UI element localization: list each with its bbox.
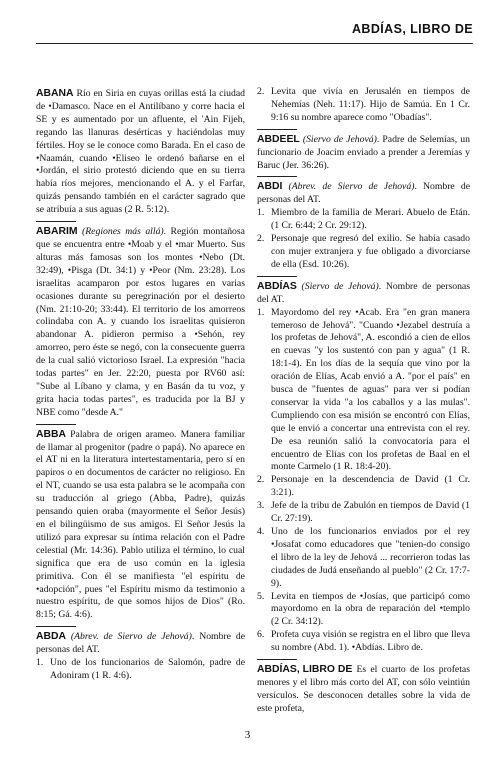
entry-abda-continued	[257, 86, 470, 125]
item-number: 1.	[257, 207, 265, 219]
entry-abdias	[257, 281, 470, 655]
entry-abdeel	[257, 134, 470, 173]
entry-head: ABANA	[36, 88, 74, 99]
entry-body: . Padre de Selemías, un funcionario de Joacim enviado a prender a Jeremías y Baruc (Jer. 36:26).	[257, 133, 470, 171]
entry-abarim	[36, 226, 245, 420]
list-item	[257, 629, 470, 655]
item-text: Profeta cuya visión se registra en el libro que lleva su nombre (Abd. 1). •Abdías. Libro de.	[271, 629, 470, 654]
entry-abana	[36, 88, 245, 217]
list-item	[257, 307, 470, 475]
item-text: Uno de los funcionarios enviados por el rey •Josafat como educadores que "tenien-do consigo el libro de la ley de Jehová ... recorrieron todas las ciudades de Judá enseñando al pueblo" (2 Cr. 17:7-9).	[271, 526, 470, 589]
page-number: 3	[244, 729, 251, 741]
item-text: Levita en tiempos de •Josías, que participó como mayordomo en la obra de reparación del •templo (2 Cr. 34:12).	[271, 590, 470, 628]
entry-head: ABBA	[36, 428, 67, 440]
entry-body: . Nombre de personas del AT.	[257, 181, 470, 206]
list-item	[36, 657, 245, 683]
item-number: 1.	[257, 306, 265, 318]
item-number: 2.	[257, 233, 265, 245]
entry-gloss: (Siervo de Jehová)	[299, 133, 377, 145]
entry-body: Palabra de origen arameo. Manera familiar de llamar al progenitor (padre o papá). No aparece en el AT ni en la literatura intertestamentaria, pero sí en papiros o en documentos de carácter no religioso. En el NT, cuando se usa esta palabra se le acompaña con su traducción al griego (Abba, Padre), quizás pensando quien oraba (mayormente el Señor Jesús) en el bilingüismo de sus amigos. El Señor Jesús la utilizó para expresar su íntima relación con el Padre celestial (Mr. 14:36). Pablo utiliza el término, lo cual significa que era de uso común en la iglesia primitiva. Con él se manifiesta "el espíritu de •adopción", pues "el Espíritu mismo da testimonio a nuestro espíritu, de que somos hijos de Dios" (Ro. 8:15; Gá. 4:6).	[36, 428, 245, 621]
list-item	[257, 500, 470, 526]
list-item	[257, 474, 470, 500]
entry-abdias-libro	[257, 664, 470, 716]
entry-head: ABDI	[257, 181, 283, 193]
item-number: 4.	[257, 526, 265, 537]
item-text: Personaje en la descendencia de David (1 Cr. 3:21).	[271, 474, 470, 499]
entry-body: Río en Siria en cuyas orillas está la ciudad de •Damasco. Nace en el Antilíbano y corre hacia el SE y es aumentado por un afluente, el 'Ain Fijeh, regando las llanuras desérticas y haciéndolas muy fértiles. Hoy se le conoce como Barada. En el caso de •Naamán, cuando •Eliseo le ordenó bañarse en el •Jordán, el sirio protestó diciendo que en su tierra había ríos mejores, mencionando el A. y el Farfar, quizás pensando también en el carácter sagrado que se atribuía a sus aguas (2 R. 5:12).	[36, 88, 245, 216]
entry-abda	[36, 631, 245, 683]
entry-abba	[36, 429, 245, 623]
item-text: Levita que vivía en Jerusalén en tiempos de Nehemías (Neh. 11:17). Hijo de Samúa. En 1 Cr. 9:16 su nombre aparece como "Obadías".	[271, 86, 470, 123]
item-text: Miembro de la familia de Merari. Abuelo de Etán. (1 Cr. 6:44; 2 Cr. 29:12).	[271, 207, 470, 232]
entry-head: ABARIM	[36, 226, 78, 238]
item-text: Uno de los funcionarios de Salomón, padre de Adoniram (1 R. 4:6).	[50, 657, 245, 681]
entry-head: ABDA	[36, 631, 67, 643]
list-item	[257, 526, 470, 591]
item-number: 3.	[257, 500, 265, 512]
item-text: Personaje que regresó del exilio. Se había casado con mujer extranjera y fue obligado a divorciarse de ella (Esd. 10:26).	[271, 233, 470, 270]
item-number: 5.	[257, 590, 265, 602]
item-number: 2.	[257, 474, 265, 486]
entry-body: . Región montañosa que se encuentra entre •Moab y el •mar Muerto. Sus alturas más famosas son los montes •Nebo (Dt. 32:49), •Pisga (Dt. 34:1) y •Peor (Nm. 23:28). Los israelitas acamparon por estos lugares en varias ocasiones durante su peregrinación por el desierto (Nm. 21:10-20; 33:44). El territorio de los amorreos colindaba con A. y cuando los israelitas quisieron abandonar A. pidieron permiso a •Sehón, rey amorreo, pero éste se negó, con la consecuente guerra de la cual salió victorioso Israel. La expresión "hacia todas partes" en Jer. 22:20, puesta por RV60 así: "Sube al Líbano y clama, y en Basán da tu voz, y grita hacia todas partes", es traducida por la BJ y NBE como "desde A."	[36, 226, 245, 418]
list-item	[257, 86, 470, 125]
entry-gloss: (Abrev. de Siervo de Jehová)	[282, 181, 415, 193]
entry-body: . Nombre de personas del AT.	[36, 631, 245, 656]
running-header-title: ABDÍAS, LIBRO DE	[352, 22, 473, 36]
list-item	[257, 591, 470, 630]
entry-head: ABDÍAS, LIBRO DE	[257, 664, 353, 676]
entry-head: ABDEEL	[257, 133, 300, 145]
running-header	[36, 18, 473, 44]
item-number: 6.	[257, 629, 265, 641]
entry-gloss: (Regiones más allá)	[77, 226, 164, 238]
entry-body: Es el cuarto de los profetas menores y el libro más corto del AT, con sólo veintiún versículos. Se desconocen detalles sobre la vida de este profeta,	[257, 664, 470, 714]
entry-head: ABDÍAS	[257, 280, 297, 292]
entry-body: . Nombre de personas del AT.	[257, 280, 470, 305]
left-column	[36, 88, 245, 692]
list-item	[257, 233, 470, 272]
item-number: 2.	[257, 86, 265, 97]
item-number: 1.	[36, 657, 44, 669]
right-column	[257, 88, 470, 725]
entry-gloss: (Abrev. de Siervo de Jehová)	[66, 631, 192, 643]
item-text: Jefe de la tribu de Zabulón en tiempos de David (1 Cr. 27:19).	[271, 500, 470, 525]
entry-gloss: (Siervo de Jehová)	[296, 280, 379, 292]
item-text: Mayordomo del rey •Acab. Era "en gran manera temeroso de Jehová". "Cuando •Jezabel destruía a los profetas de Jehová", A. escondió a cien de ellos en cuevas "y los sustentó con pan y agua" (1 R. 18:1-4). En los días de la sequía que vino por la oración de Elías, Acab envió a A. "por el país" en busca de "fuentes de aguas" para ver si podían conservar la vida "a los caballos y a las mulas". Cumpliendo con esa misión se encontró con Elías, que le envió a concertar una entrevista con el rey. De esa reunión salió la convocatoria para el encuentro de Elías con los profetas de Baal en el monte Carmelo (1 R. 18:4-20).	[271, 306, 470, 473]
list-item	[257, 207, 470, 233]
entry-abdi	[257, 181, 470, 271]
